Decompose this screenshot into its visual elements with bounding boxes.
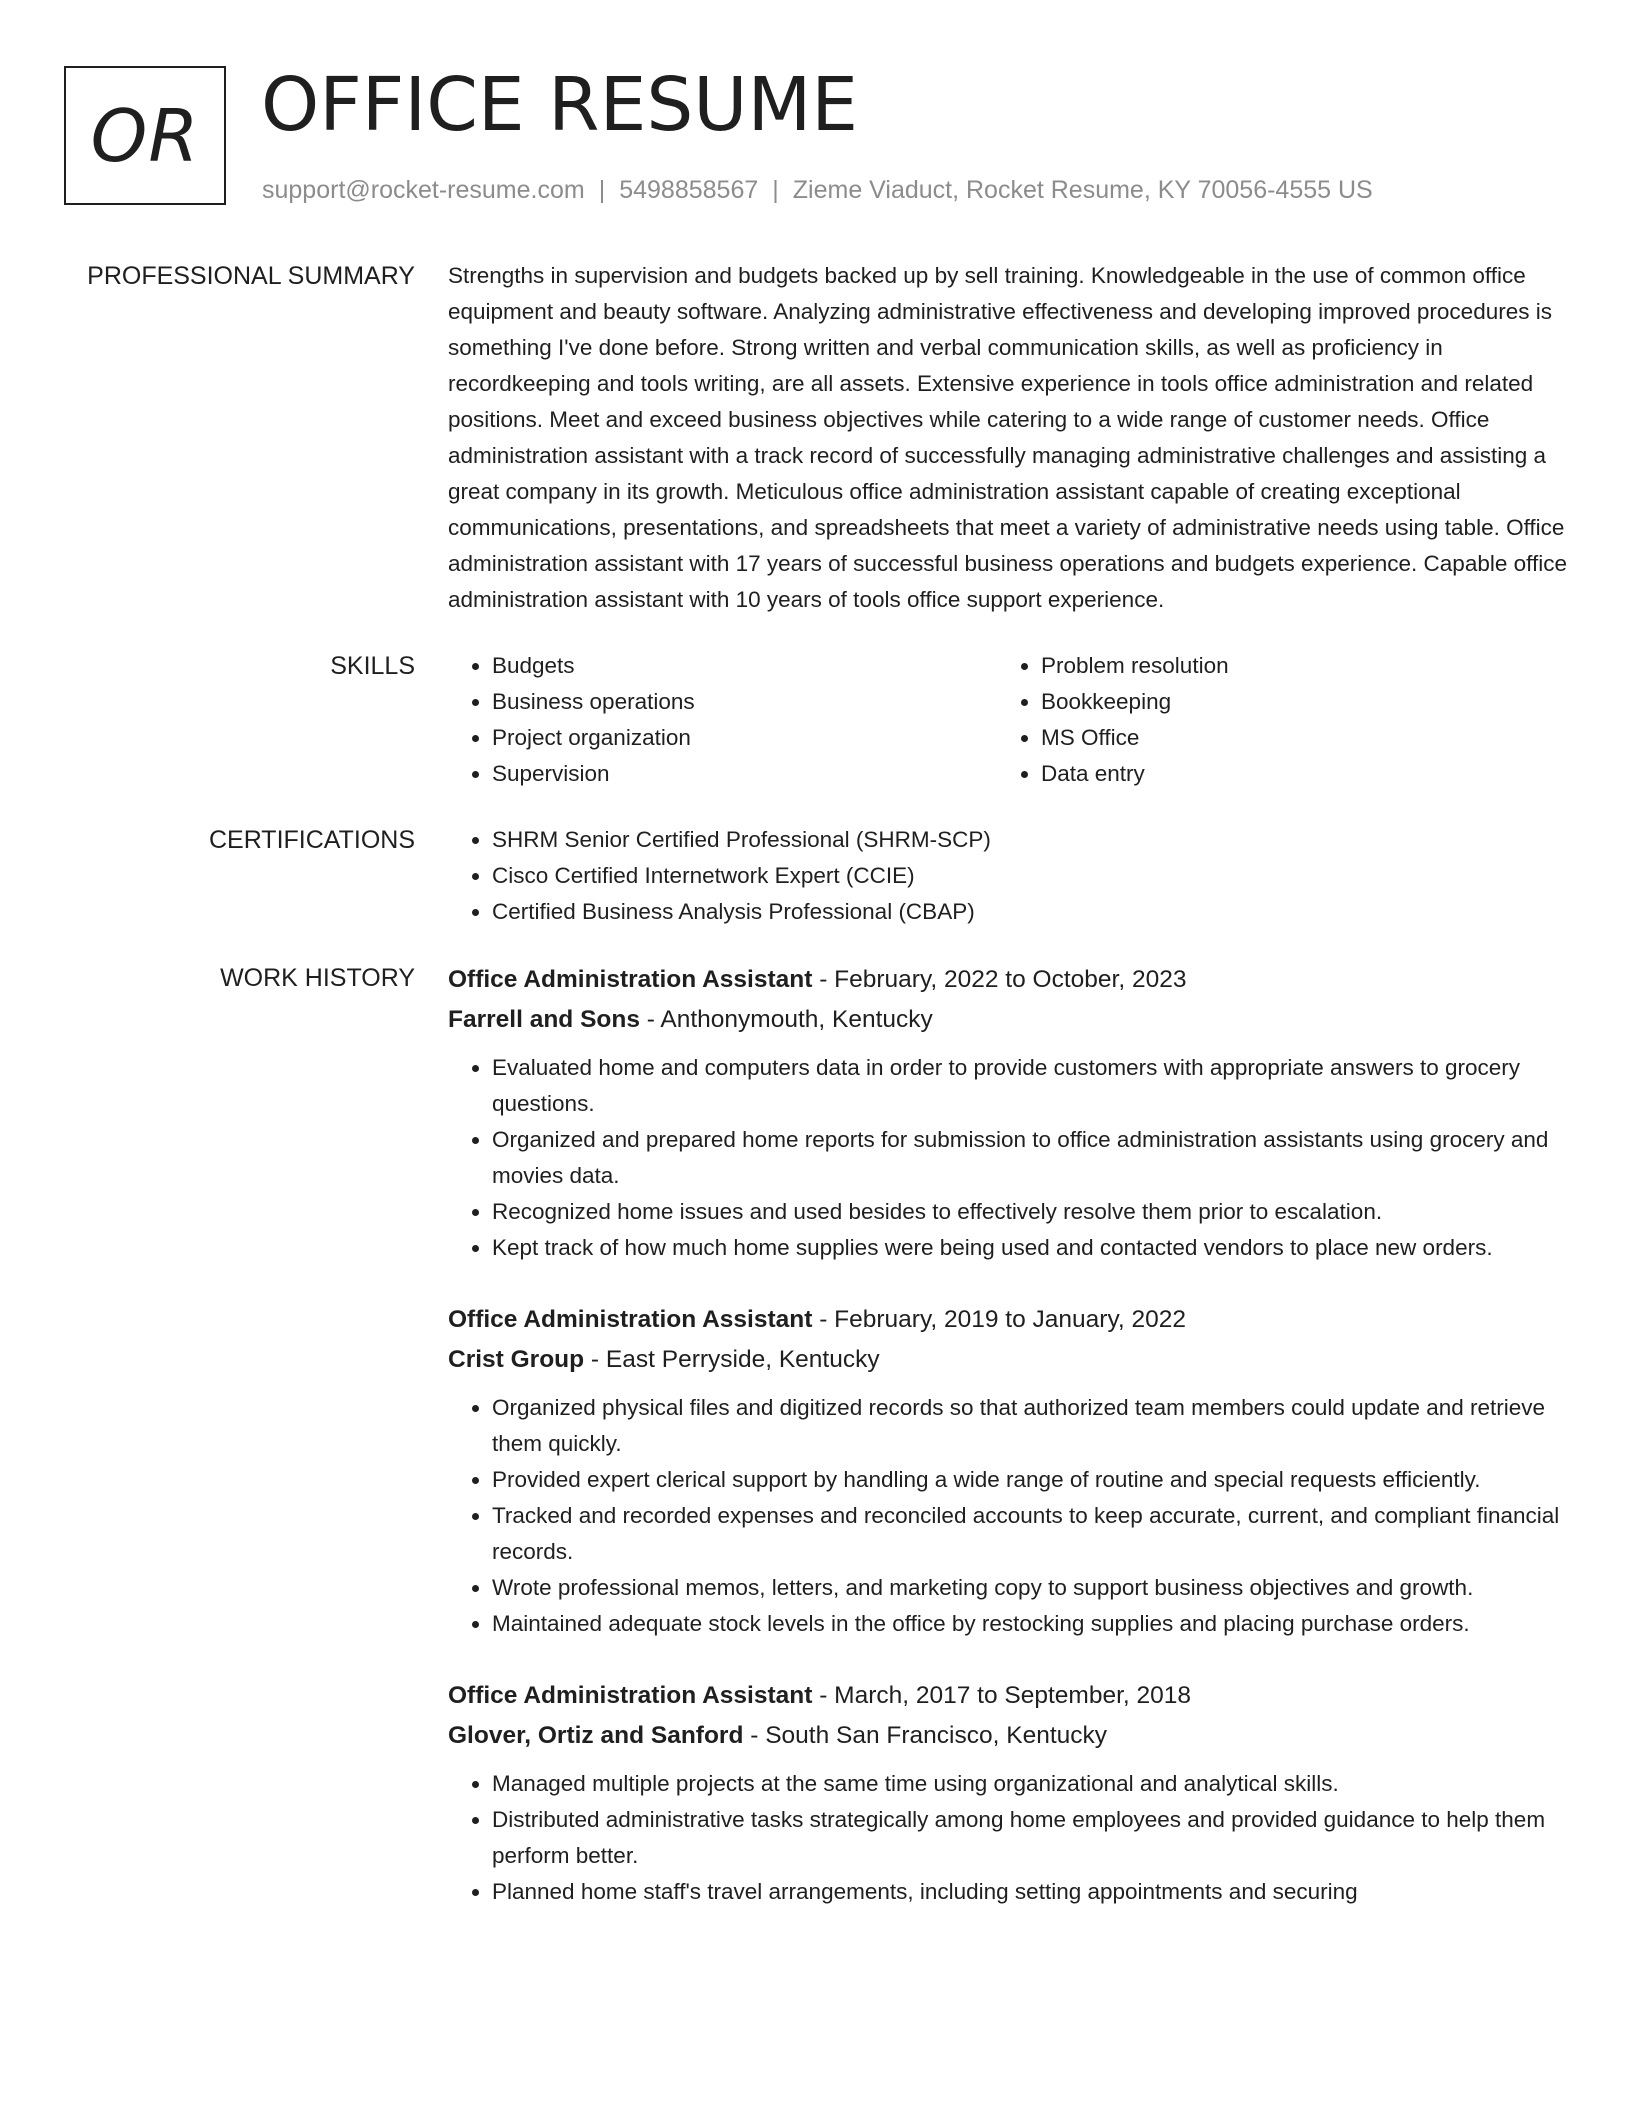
job-company: Farrell and Sons: [448, 1006, 640, 1033]
skill-item: • Data entry: [1041, 756, 1546, 792]
job-dates: - February, 2019 to January, 2022: [812, 1306, 1187, 1333]
section-label: SKILLS: [330, 652, 415, 680]
section-skills: [0, 648, 1632, 792]
job-title-line: [448, 1676, 1568, 1716]
summary-text: Strengths in supervision and budgets backed up by sell training. Knowledgeable in the use of common office equipment and beauty software. Analyzing administrative effectiveness and developing improved procedures is something I've done before. Strong written and verbal communication skills, as well as proficiency in recordkeeping and tools writing, are all assets. Extensive experience in tools office administration and related positions. Meet and exceed business objectives while catering to a wide range of customer needs. Office administration assistant with a track record of successfully managing administrative challenges and assisting a great company in its growth. Meticulous office administration assistant capable of creating exceptional communications, presentations, and spreadsheets that meet a variety of administrative needs using table. Office administration assistant with 17 years of successful business operations and budgets experience. Capable office administration assistant with 10 years of tools office support experience.: [448, 263, 1567, 612]
skills-list: [448, 648, 997, 792]
job-bullet: • Organized and prepared home reports for submission to office administration assistants using grocery and movies data.: [492, 1122, 1568, 1194]
section-label: CERTIFICATIONS: [208, 826, 415, 854]
job-bullets: [448, 1766, 1568, 1910]
contact-separator: |: [772, 176, 779, 204]
section-work-history: [0, 960, 1632, 1944]
job-entry: [448, 960, 1568, 1266]
skill-item: • Business operations: [492, 684, 997, 720]
job-location: - South San Francisco, Kentucky: [743, 1722, 1108, 1749]
contact-line: [262, 174, 1373, 206]
section-body: [448, 258, 1568, 618]
job-entry: [448, 1676, 1568, 1910]
section-label: PROFESSIONAL SUMMARY: [87, 262, 415, 290]
monogram-badge: OR: [64, 66, 226, 205]
job-title: Office Administration Assistant: [448, 1306, 813, 1333]
skills-column-right: [997, 648, 1546, 792]
skill-item: • Problem resolution: [1041, 648, 1546, 684]
job-title: Office Administration Assistant: [448, 1682, 813, 1709]
job-company-line: [448, 1000, 1568, 1040]
section-body: [448, 960, 1568, 1944]
job-company-line: [448, 1340, 1568, 1380]
skills-grid: [448, 648, 1568, 792]
certification-item: • Cisco Certified Internetwork Expert (CCIE): [492, 858, 1568, 894]
certification-item: • SHRM Senior Certified Professional (SHRM-SCP): [492, 822, 1568, 858]
certification-item: • Certified Business Analysis Professional (CBAP): [492, 894, 1568, 930]
job-location: - East Perryside, Kentucky: [584, 1346, 880, 1373]
job-company: Glover, Ortiz and Sanford: [448, 1722, 744, 1749]
job-bullet: • Recognized home issues and used besides to effectively resolve them prior to escalation.: [492, 1194, 1568, 1230]
job-bullet: • Tracked and recorded expenses and reconciled accounts to keep accurate, current, and compliant financial records.: [492, 1498, 1568, 1570]
contact-phone: 5498858567: [619, 176, 759, 204]
job-bullet: • Distributed administrative tasks strategically among home employees and provided guidance to help them perform better.: [492, 1802, 1568, 1874]
contact-address: Zieme Viaduct, Rocket Resume, KY 70056-4555 US: [792, 176, 1373, 204]
job-dates: - February, 2022 to October, 2023: [812, 966, 1187, 993]
candidate-name: OFFICE RESUME: [261, 62, 859, 148]
job-title-line: [448, 960, 1568, 1000]
skill-item: • Budgets: [492, 648, 997, 684]
job-bullet: • Planned home staff's travel arrangements, including setting appointments and securing: [492, 1874, 1568, 1910]
skill-item: • MS Office: [1041, 720, 1546, 756]
contact-separator: |: [598, 176, 606, 204]
job-bullet: • Wrote professional memos, letters, and marketing copy to support business objectives and growth.: [492, 1570, 1568, 1606]
contact-email: support@rocket-resume.com: [262, 176, 585, 204]
skill-item: • Bookkeeping: [1041, 684, 1546, 720]
job-entry: [448, 1300, 1568, 1642]
job-title: Office Administration Assistant: [448, 966, 813, 993]
section-professional-summary: [0, 258, 1632, 618]
skill-item: • Project organization: [492, 720, 997, 756]
section-body: [448, 822, 1568, 930]
job-bullet: • Evaluated home and computers data in order to provide customers with appropriate answers to grocery questions.: [492, 1050, 1568, 1122]
resume-header: [64, 64, 1564, 210]
job-bullets: [448, 1390, 1568, 1642]
job-bullets: [448, 1050, 1568, 1266]
job-bullet: • Maintained adequate stock levels in the office by restocking supplies and placing purchase orders.: [492, 1606, 1568, 1642]
job-bullet: • Kept track of how much home supplies were being used and contacted vendors to place new orders.: [492, 1230, 1568, 1266]
job-dates: - March, 2017 to September, 2018: [812, 1682, 1192, 1709]
resume-sections: [0, 258, 1632, 1974]
job-company: Crist Group: [448, 1346, 585, 1373]
skills-column-left: [448, 648, 997, 792]
certifications-list: [448, 822, 1568, 930]
section-label: WORK HISTORY: [220, 964, 415, 992]
job-location: - Anthonymouth, Kentucky: [639, 1006, 933, 1033]
skills-list: [997, 648, 1546, 792]
section-certifications: [0, 822, 1632, 930]
job-bullet: • Managed multiple projects at the same time using organizational and analytical skills.: [492, 1766, 1568, 1802]
job-title-line: [448, 1300, 1568, 1340]
job-bullet: • Organized physical files and digitized records so that authorized team members could update and retrieve them quickly.: [492, 1390, 1568, 1462]
job-company-line: [448, 1716, 1568, 1756]
job-bullet: • Provided expert clerical support by handling a wide range of routine and special requests efficiently.: [492, 1462, 1568, 1498]
skill-item: • Supervision: [492, 756, 997, 792]
